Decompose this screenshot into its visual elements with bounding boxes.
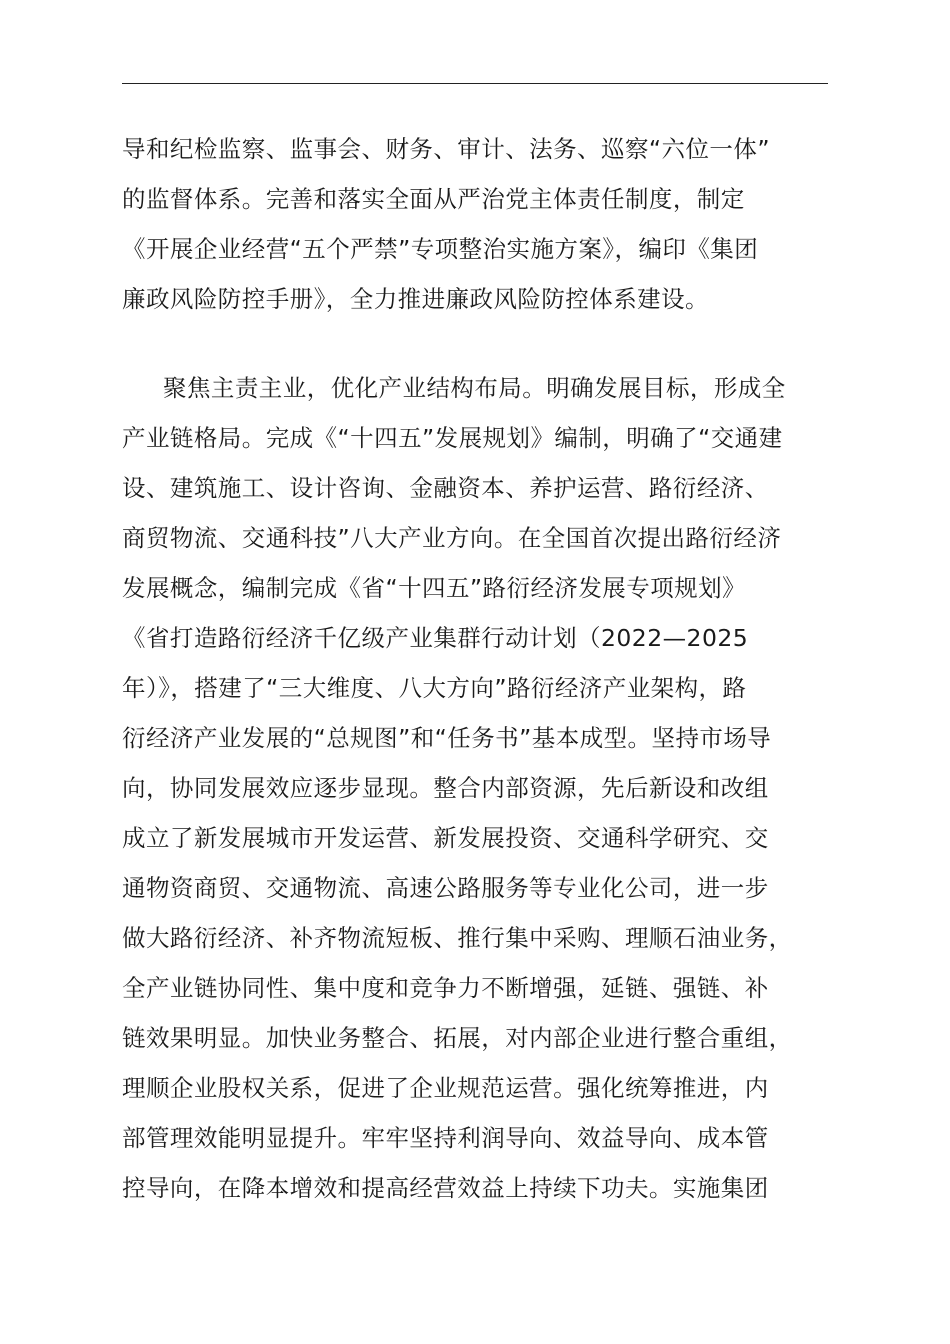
text-line: 《省打造路衍经济千亿级产业集群行动计划（2022—2025 xyxy=(122,624,749,652)
text-line: 导和纪检监察、监事会、财务、审计、法务、巡察“六位一体” xyxy=(122,135,770,163)
text-line: 部管理效能明显提升。牢牢坚持利润导向、效益导向、成本管 xyxy=(122,1124,769,1152)
text-line: 的监督体系。完善和落实全面从严治党主体责任制度，制定 xyxy=(122,185,745,213)
text-line: 全产业链协同性、集中度和竞争力不断增强，延链、强链、补 xyxy=(122,974,769,1002)
text-line: 《开展企业经营“五个严禁”专项整治实施方案》，编印《集团 xyxy=(122,235,759,263)
paragraph-gap xyxy=(122,324,828,363)
text-line: 理顺企业股权关系，促进了企业规范运营。强化统筹推进，内 xyxy=(122,1074,769,1102)
paragraph-1 xyxy=(122,124,828,324)
text-line: 年）》，搭建了“三大维度、八大方向”路衍经济产业架构，路 xyxy=(122,674,747,702)
text-line: 控导向，在降本增效和提高经营效益上持续下功夫。实施集团 xyxy=(122,1174,769,1202)
text-line: 商贸物流、交通科技”八大产业方向。在全国首次提出路衍经济 xyxy=(122,524,782,552)
text-line: 成立了新发展城市开发运营、新发展投资、交通科学研究、交 xyxy=(122,824,769,852)
text-line: 廉政风险防控手册》，全力推进廉政风险防控体系建设。 xyxy=(122,285,709,313)
text-line: 链效果明显。加快业务整合、拓展，对内部企业进行整合重组， xyxy=(122,1024,793,1052)
text-line: 做大路衍经济、补齐物流短板、推行集中采购、理顺石油业务， xyxy=(122,924,793,952)
text-line: 向，协同发展效应逐步显现。整合内部资源，先后新设和改组 xyxy=(122,774,769,802)
text-line: 聚焦主责主业，优化产业结构布局。明确发展目标，形成全 xyxy=(163,374,786,402)
text-line: 通物资商贸、交通物流、高速公路服务等专业化公司，进一步 xyxy=(122,874,769,902)
header-rule xyxy=(122,83,828,84)
body-text xyxy=(122,124,828,1213)
text-line: 衍经济产业发展的“总规图”和“任务书”基本成型。坚持市场导 xyxy=(122,724,772,752)
text-line: 产业链格局。完成《“十四五”发展规划》编制，明确了“交通建 xyxy=(122,424,783,452)
text-line: 发展概念，编制完成《省“十四五”路衍经济发展专项规划》 xyxy=(122,574,746,602)
paragraph-2 xyxy=(122,363,828,1213)
text-line: 设、建筑施工、设计咨询、金融资本、养护运营、路衍经济、 xyxy=(122,474,769,502)
